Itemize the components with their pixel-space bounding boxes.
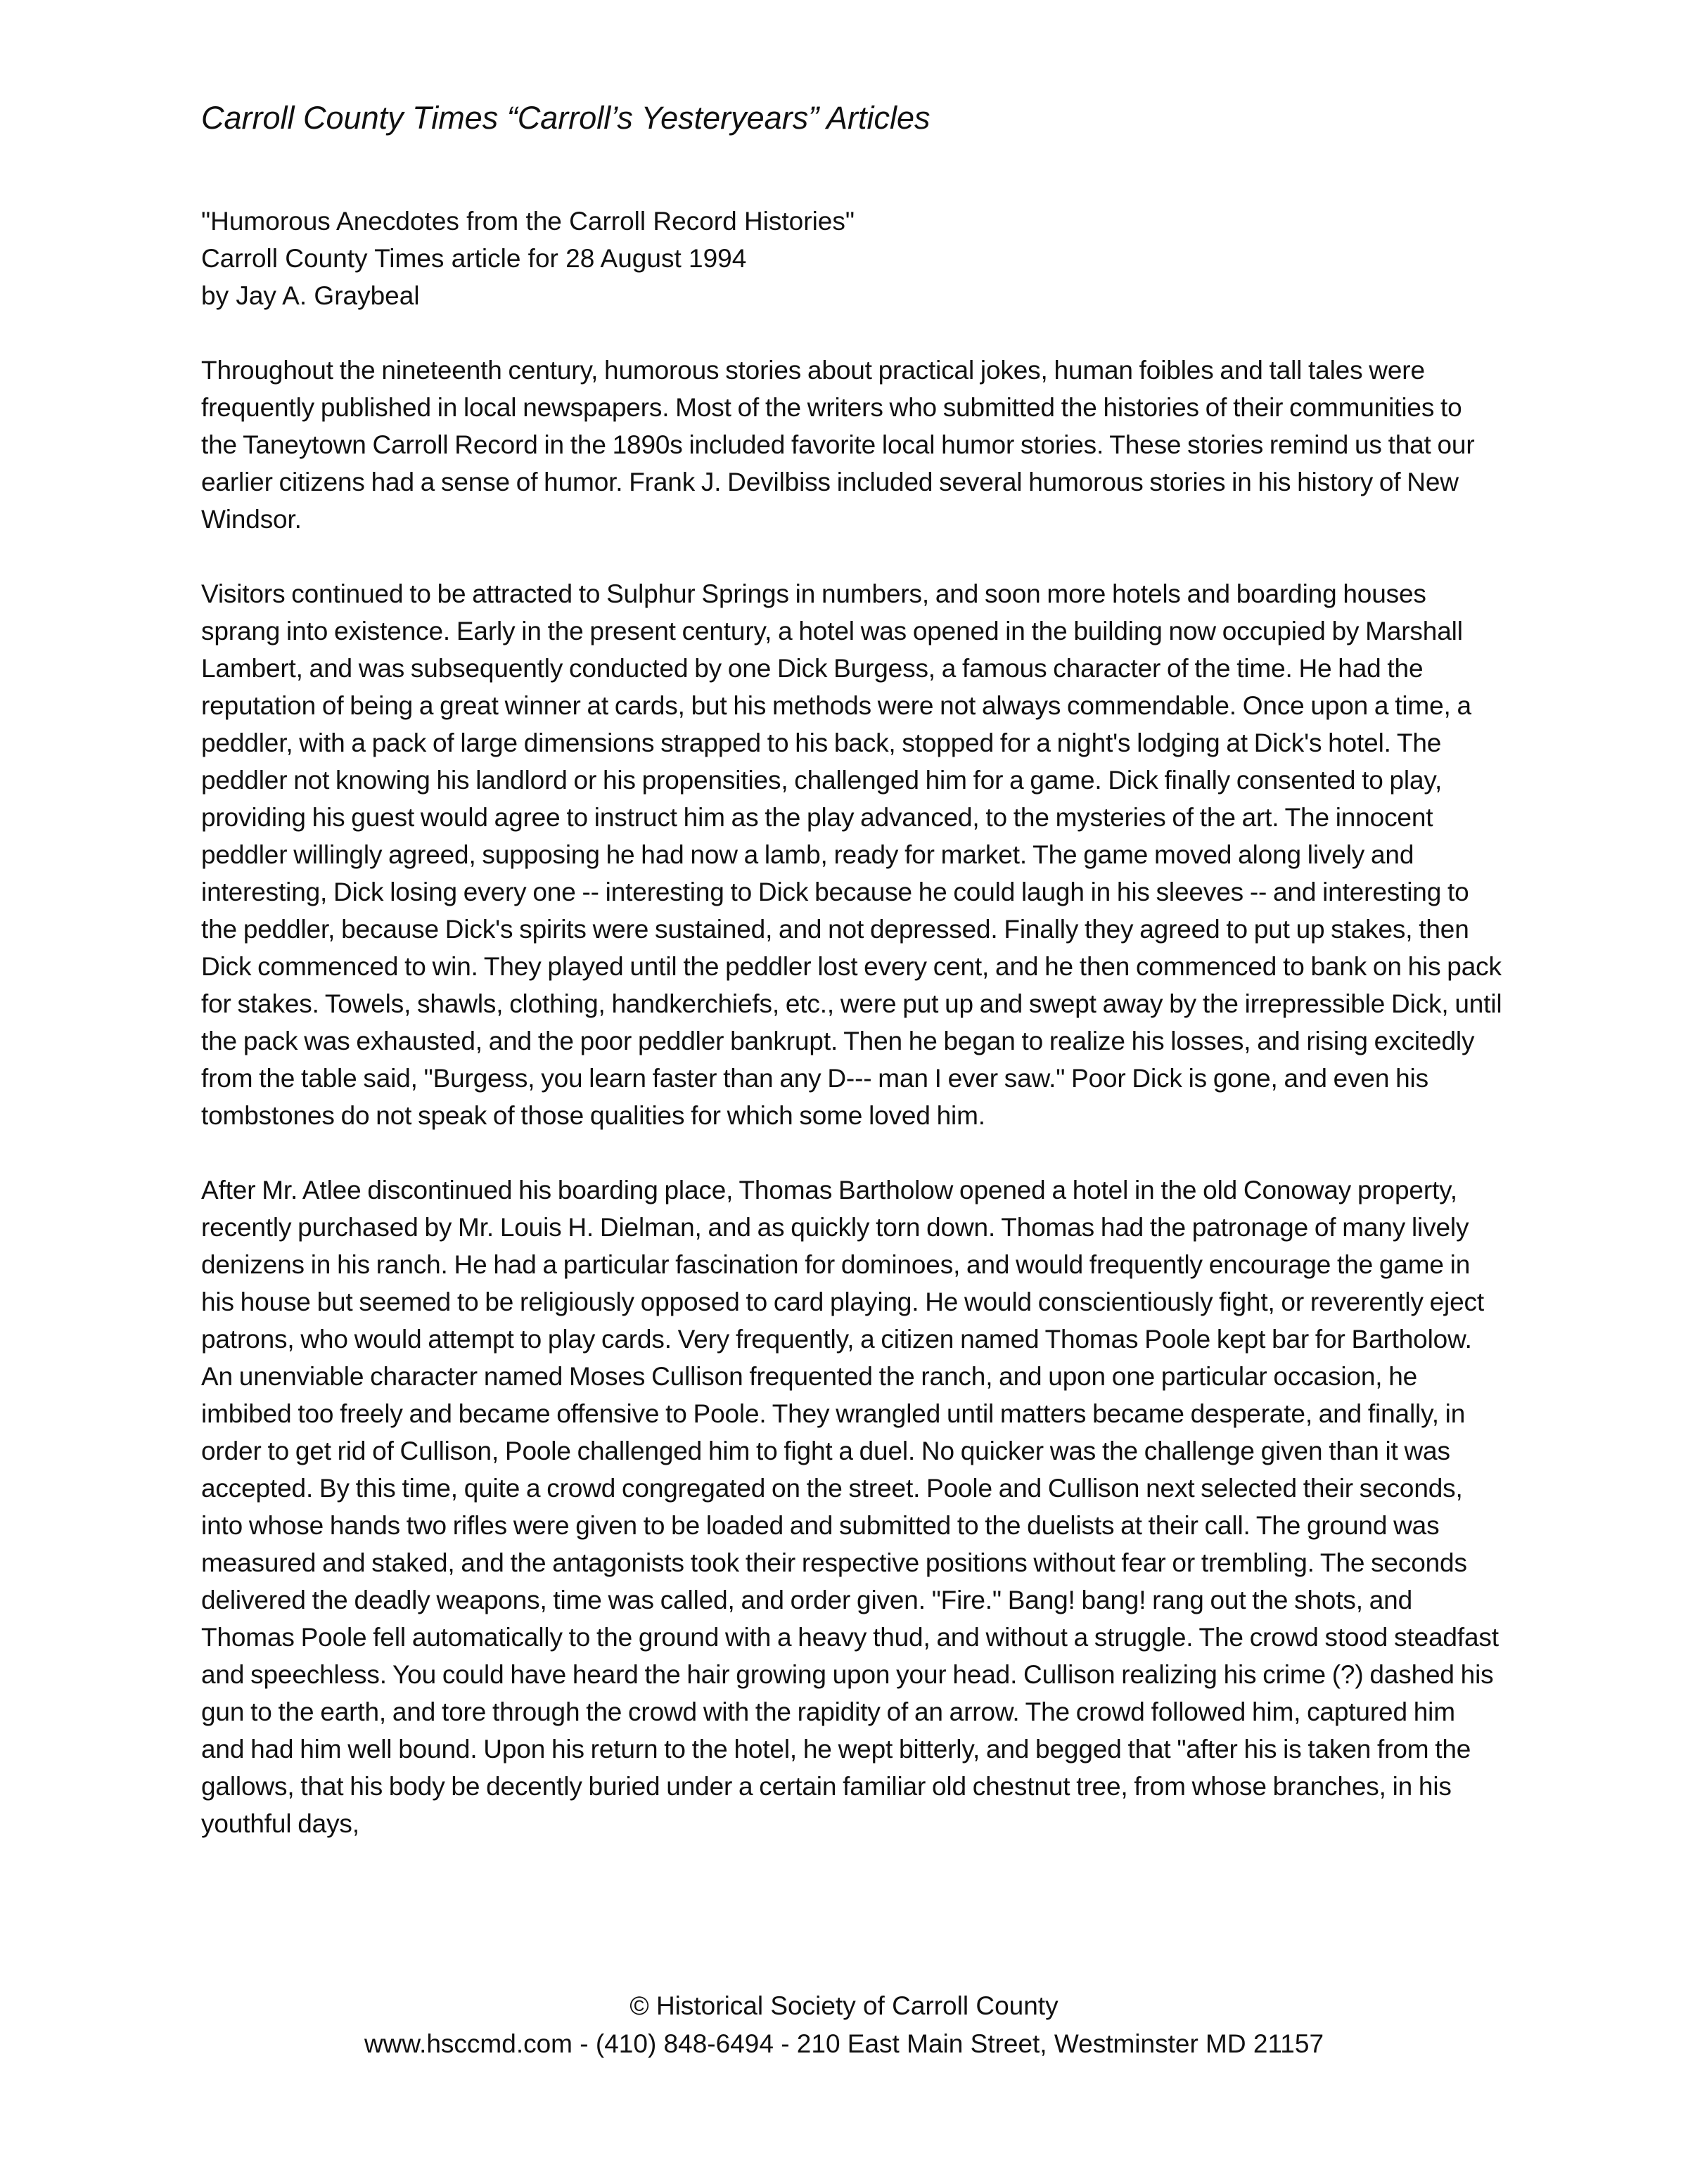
body-paragraph: Visitors continued to be attracted to Sulphur Springs in numbers, and soon more hotels and boarding houses sprang into existence. Early in the present century, a hotel was opened in the building now occupied by Marshall Lambert, and was subsequently conducted by one Dick Burgess, a famous character of the time. He had the reputation of being a great winner at cards, but his methods were not always commendable. Once upon a time, a peddler, with a pack of large dimensions strapped to his back, stopped for a night's lodging at Dick's hotel. The peddler not knowing his landlord or his propensities, challenged him for a game. Dick finally consented to play, providing his guest would agree to instruct him as the play advanced, to the mysteries of the art. The innocent peddler willingly agreed, supposing he had now a lamb, ready for market. The game moved along lively and interesting, Dick losing every one -- interesting to Dick because he could laugh in his sleeves -- and interesting to the peddler, because Dick's spirits were sustained, and not depressed. Finally they agreed to put up stakes, then Dick commenced to win. They played until the peddler lost every cent, and he then commenced to bank on his pack for stakes. Towels, shawls, clothing, handkerchiefs, etc., were put up and swept away by the irrepressible Dick, until the pack was exhausted, and the poor peddler bankrupt. Then he began to realize his losses, and rising excitedly from the table said, "Burgess, you learn faster than any D--- man I ever saw." Poor Dick is gone, and even his tombstones do not speak of those qualities for which some loved him. — [201, 579, 1502, 1130]
article-title: "Humorous Anecdotes from the Carroll Record Histories" — [201, 207, 855, 236]
article-meta — [201, 203, 855, 314]
series-header: Carroll County Times “Carroll’s Yesteryears” Articles — [201, 100, 931, 136]
footer-contact: www.hsccmd.com - (410) 848-6494 - 210 East Main Street, Westminster MD 21157 — [364, 2029, 1324, 2058]
footer-copyright: © Historical Society of Carroll County — [629, 1991, 1059, 2020]
publication-line: Carroll County Times article for 28 August 1994 — [201, 244, 747, 273]
article-body — [201, 352, 1502, 1842]
byline: by Jay A. Graybeal — [201, 281, 420, 310]
body-paragraph: Throughout the nineteenth century, humorous stories about practical jokes, human foibles and tall tales were frequently published in local newspapers. Most of the writers who submitted the histories of their communities to the Taneytown Carroll Record in the 1890s included favorite local humor stories. These stories remind us that our earlier citizens had a sense of humor. Frank J. Devilbiss included several humorous stories in his history of New Windsor. — [201, 356, 1475, 534]
page-footer — [0, 1987, 1688, 2063]
body-paragraph: After Mr. Atlee discontinued his boarding place, Thomas Bartholow opened a hotel in the old Conoway property, recently purchased by Mr. Louis H. Dielman, and as quickly torn down. Thomas had the patronage of many lively denizens in his ranch. He had a particular fascination for dominoes, and would frequently encourage the game in his house but seemed to be religiously opposed to card playing. He would conscientiously fight, or reverently eject patrons, who would attempt to play cards. Very frequently, a citizen named Thomas Poole kept bar for Bartholow. An unenviable character named Moses Cullison frequented the ranch, and upon one particular occasion, he imbibed too freely and became offensive to Poole. They wrangled until matters became desperate, and finally, in order to get rid of Cullison, Poole challenged him to fight a duel. No quicker was the challenge given than it was accepted. By this time, quite a crowd congregated on the street. Poole and Cullison next selected their seconds, into whose hands two rifles were given to be loaded and submitted to the duelists at their call. The ground was measured and staked, and the antagonists took their respective positions without fear or trembling. The seconds delivered the deadly weapons, time was called, and order given. "Fire." Bang! bang! rang out the shots, and Thomas Poole fell automatically to the ground with a heavy thud, and without a struggle. The crowd stood steadfast and speechless. You could have heard the hair growing upon your head. Cullison realizing his crime (?) dashed his gun to the earth, and tore through the crowd with the rapidity of an arrow. The crowd followed him, captured him and had him well bound. Upon his return to the hotel, he wept bitterly, and begged that "after his is taken from the gallows, that his body be decently buried under a certain familiar old chestnut tree, from whose branches, in his youthful days, — [201, 1176, 1499, 1838]
